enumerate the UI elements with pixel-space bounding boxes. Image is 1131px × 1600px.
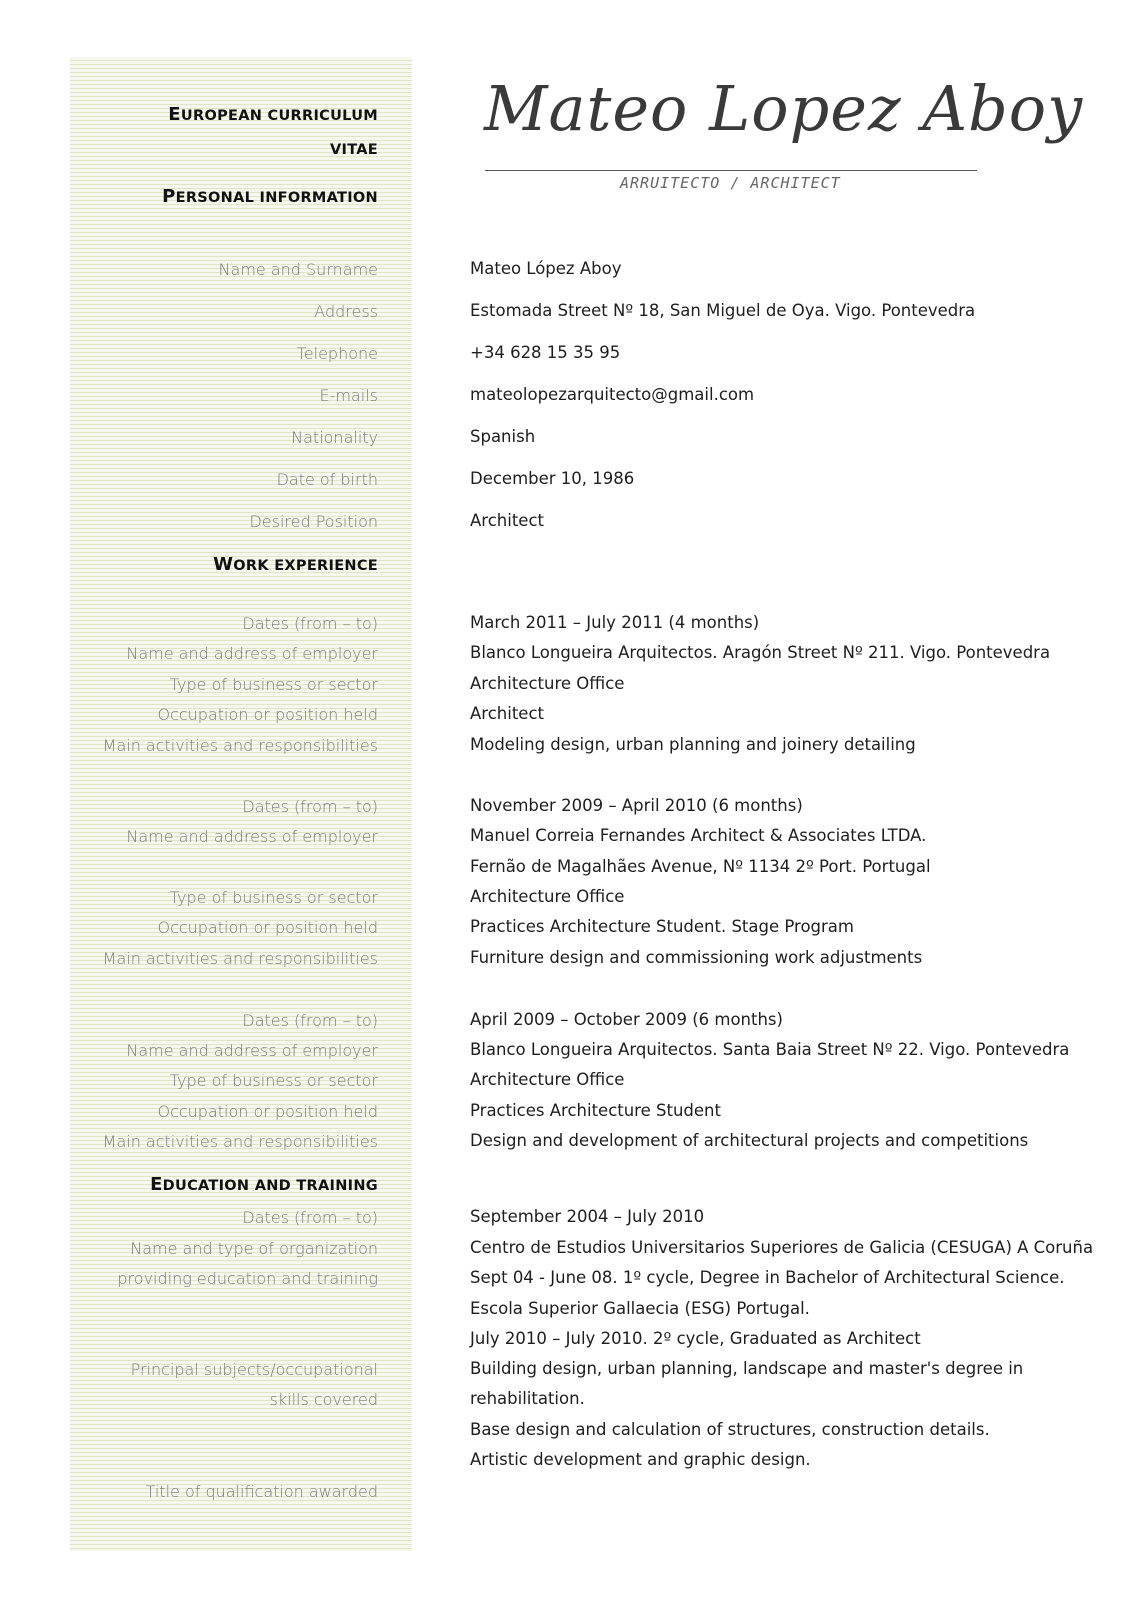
label-telephone: Telephone xyxy=(296,344,378,363)
logo-divider xyxy=(485,170,977,171)
heading-work-experience: WORK EXPERIENCE xyxy=(213,554,378,575)
signature-logo xyxy=(480,68,1084,178)
value-name: Mateo López Aboy xyxy=(470,259,622,278)
job-3-business: Architecture Office xyxy=(470,1070,625,1089)
job-2-employer: Manuel Correia Fernandes Architect & Associates LTDA. xyxy=(470,826,927,845)
education-line: Escola Superior Gallaecia (ESG) Portugal. xyxy=(470,1299,810,1318)
job-1-dates: March 2011 – July 2011 (4 months) xyxy=(470,613,760,632)
education-line: Building design, urban planning, landscape and master's degree in xyxy=(470,1359,1024,1378)
education-line: Centro de Estudios Universitarios Superiores de Galicia (CESUGA) A Coruña xyxy=(470,1238,1094,1257)
value-date-of-birth: December 10, 1986 xyxy=(470,469,635,488)
job-3-employer: Blanco Longueira Arquitectos. Santa Baia Street Nº 22. Vigo. Pontevedra xyxy=(470,1040,1070,1059)
label-dates: Dates (from – to) xyxy=(242,797,378,816)
label-dates: Dates (from – to) xyxy=(242,1011,378,1030)
job-2-activities: Furniture design and commissioning work adjustments xyxy=(470,948,923,967)
education-line: July 2010 – July 2010. 2º cycle, Graduated as Architect xyxy=(470,1329,921,1348)
logo-subtitle: ARRUITECTO / ARCHITECT xyxy=(620,174,841,192)
heading-personal-information: PERSONAL INFORMATION xyxy=(162,186,378,207)
value-desired-position: Architect xyxy=(470,511,544,530)
value-address: Estomada Street Nº 18, San Miguel de Oya. Vigo. Pontevedra xyxy=(470,301,976,320)
signature-logo-text: Mateo Lopez Aboy xyxy=(484,72,1084,145)
education-line: September 2004 – July 2010 xyxy=(470,1207,705,1226)
label-nationality: Nationality xyxy=(291,428,378,447)
job-3-occupation: Practices Architecture Student xyxy=(470,1101,721,1120)
job-1-occupation: Architect xyxy=(470,704,544,723)
job-2-employer-address: Fernão de Magalhães Avenue, Nº 1134 2º Port. Portugal xyxy=(470,857,931,876)
education-line: Sept 04 - June 08. 1º cycle, Degree in Bachelor of Architectural Science. xyxy=(470,1268,1065,1287)
value-nationality: Spanish xyxy=(470,427,536,446)
label-business: Type of business or sector xyxy=(169,888,378,907)
job-1-activities: Modeling design, urban planning and joinery detailing xyxy=(470,735,916,754)
label-desired-position: Desired Position xyxy=(249,512,378,531)
label-activities: Main activities and responsibilities xyxy=(102,736,378,755)
label-organization-line2: providing education and training xyxy=(117,1269,378,1288)
job-2-dates: November 2009 – April 2010 (6 months) xyxy=(470,796,803,815)
label-organization-line1: Name and type of organization xyxy=(130,1239,378,1258)
label-subjects-line1: Principal subjects/occupational xyxy=(130,1360,378,1379)
job-3-dates: April 2009 – October 2009 (6 months) xyxy=(470,1010,783,1029)
education-line: Base design and calculation of structures, construction details. xyxy=(470,1420,990,1439)
label-business: Type of business or sector xyxy=(169,675,378,694)
label-emails: E-mails xyxy=(319,386,378,405)
label-date-of-birth: Date of birth xyxy=(276,470,378,489)
label-subjects-line2: skills covered xyxy=(269,1390,378,1409)
label-employer: Name and address of employer xyxy=(126,644,378,663)
label-employer: Name and address of employer xyxy=(126,827,378,846)
label-business: Type of business or sector xyxy=(169,1071,378,1090)
job-1-employer: Blanco Longueira Arquitectos. Aragón Street Nº 211. Vigo. Pontevedra xyxy=(470,643,1051,662)
value-email[interactable]: mateolopezarquitecto@gmail.com xyxy=(470,385,755,404)
education-line: Artistic development and graphic design. xyxy=(470,1450,811,1469)
label-dates: Dates (from – to) xyxy=(242,614,378,633)
label-name: Name and Surname xyxy=(218,260,378,279)
label-activities: Main activities and responsibilities xyxy=(102,949,378,968)
cv-title-line2: VITAE xyxy=(329,142,378,158)
label-qualification: Title of qualification awarded xyxy=(145,1482,378,1501)
label-occupation: Occupation or position held xyxy=(157,918,378,937)
job-3-activities: Design and development of architectural projects and competitions xyxy=(470,1131,1029,1150)
label-address: Address xyxy=(314,302,378,321)
label-occupation: Occupation or position held xyxy=(157,705,378,724)
label-dates: Dates (from – to) xyxy=(242,1208,378,1227)
value-telephone: +34 628 15 35 95 xyxy=(470,343,621,362)
label-activities: Main activities and responsibilities xyxy=(102,1132,378,1151)
cv-title-line1: EUROPEAN CURRICULUM xyxy=(168,104,378,125)
label-occupation: Occupation or position held xyxy=(157,1102,378,1121)
job-2-occupation: Practices Architecture Student. Stage Program xyxy=(470,917,854,936)
label-employer: Name and address of employer xyxy=(126,1041,378,1060)
heading-education-training: EDUCATION AND TRAINING xyxy=(150,1174,378,1195)
job-2-business: Architecture Office xyxy=(470,887,625,906)
job-1-business: Architecture Office xyxy=(470,674,625,693)
education-line: rehabilitation. xyxy=(470,1389,585,1408)
